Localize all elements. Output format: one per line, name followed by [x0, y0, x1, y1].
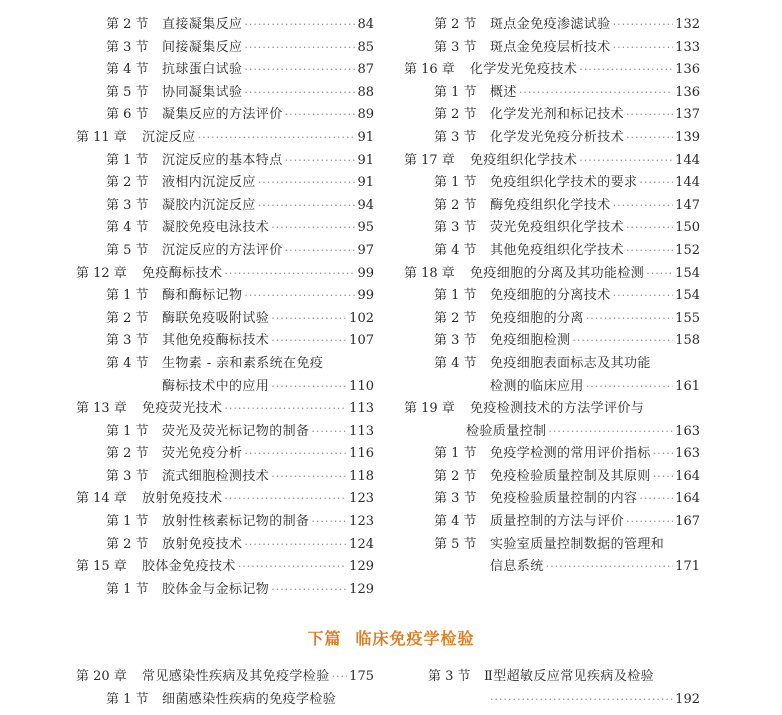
toc-section-entry[interactable] — [76, 421, 374, 444]
toc-section-entry[interactable] — [76, 579, 374, 602]
page-number: 129 — [349, 559, 374, 575]
page-number: 163 — [675, 446, 700, 462]
toc-section-entry[interactable] — [76, 195, 374, 218]
toc-section-entry[interactable] — [76, 217, 374, 240]
section-number: 第 4 节 — [434, 514, 477, 530]
leader-dots — [626, 240, 673, 263]
part-heading — [0, 626, 782, 649]
page-number: 107 — [349, 333, 374, 349]
toc-chapter-entry[interactable] — [76, 666, 374, 689]
chapter-title: 常见感染性疾病及其免疫学检验 — [142, 669, 330, 684]
section-number: 第 5 节 — [106, 84, 149, 100]
toc-section-entry[interactable] — [404, 217, 700, 240]
section-number: 第 4 节 — [434, 242, 477, 258]
toc-section-entry[interactable] — [76, 534, 374, 557]
leader-dots — [271, 217, 355, 240]
section-title: 流式细胞检测技术 — [162, 468, 270, 484]
toc-chapter-entry[interactable] — [404, 59, 700, 82]
section-title: 沉淀反应的方法评价 — [162, 242, 283, 258]
page-number: 94 — [357, 197, 374, 213]
page-number: 95 — [357, 220, 374, 236]
page-number: 97 — [357, 242, 374, 258]
page-number: 116 — [349, 446, 374, 462]
toc-section-entry[interactable] — [76, 511, 374, 534]
toc-section-entry[interactable] — [404, 172, 700, 195]
section-number: 第 2 节 — [106, 310, 149, 326]
leader-dots — [271, 466, 347, 489]
section-title: 抗球蛋白试验 — [162, 62, 243, 78]
leader-dots — [224, 263, 355, 286]
section-number: 第 3 节 — [106, 468, 149, 484]
leader-dots — [653, 443, 673, 466]
page-number: 171 — [675, 559, 700, 575]
page-number: 175 — [349, 669, 374, 684]
leader-dots — [626, 217, 673, 240]
part-title-text: 临床免疫学检验 — [355, 629, 475, 648]
toc-section-entry[interactable] — [404, 308, 700, 331]
section-title: 酶联免疫吸附试验 — [162, 310, 270, 326]
section-title: 化学发光免疫分析技术 — [490, 129, 625, 145]
section-title: 放射性核素标记物的制备 — [162, 514, 310, 530]
section-number: 第 1 节 — [106, 152, 149, 168]
section-number: 第 1 节 — [106, 423, 149, 439]
section-title: 斑点金免疫渗滤试验 — [490, 17, 611, 32]
page-number: 124 — [349, 536, 374, 552]
chapter-number: 第 15 章 — [76, 559, 127, 575]
section-number: 第 2 节 — [106, 175, 149, 191]
section-title: Ⅱ型超敏反应常见疾病及检验 — [484, 669, 655, 684]
toc-section-entry[interactable] — [76, 285, 374, 308]
toc-section-entry[interactable] — [76, 82, 374, 105]
leader-dots — [244, 82, 355, 105]
page-number: 147 — [675, 197, 700, 213]
page-number: 85 — [357, 39, 374, 55]
leader-dots — [244, 285, 355, 308]
toc-section-entry[interactable] — [404, 443, 700, 466]
page-number: 89 — [357, 107, 374, 123]
chapter-title: 免疫酶标技术 — [142, 265, 223, 281]
section-title: 凝胶内沉淀反应 — [162, 197, 256, 213]
leader-dots — [244, 14, 355, 37]
toc-left-column — [76, 14, 374, 601]
page-number: 132 — [675, 17, 700, 32]
page-number: 113 — [349, 401, 374, 417]
leader-dots — [613, 195, 674, 218]
section-number: 第 2 节 — [106, 536, 149, 552]
chapter-title: 免疫组织化学技术 — [470, 152, 578, 168]
chapter-title: 沉淀反应 — [142, 129, 196, 145]
leader-dots — [613, 285, 674, 308]
section-title: 其他免疫酶标技术 — [162, 333, 270, 349]
page-number: 91 — [357, 129, 374, 145]
toc-chapter-entry[interactable] — [404, 150, 700, 173]
section-number: 第 3 节 — [434, 491, 477, 507]
toc-section-entry[interactable] — [76, 37, 374, 60]
toc-section-entry[interactable] — [76, 104, 374, 127]
leader-dots — [271, 376, 347, 399]
leader-dots — [271, 308, 347, 331]
section-title: 酶免疫组织化学技术 — [490, 197, 611, 213]
toc-chapter-entry[interactable] — [76, 263, 374, 286]
page-number: 99 — [357, 265, 374, 281]
page-number: 167 — [675, 514, 700, 530]
page-number: 154 — [675, 288, 700, 304]
chapter-title: 免疫荧光技术 — [142, 401, 223, 417]
section-title: 免疫细胞检测 — [490, 333, 571, 349]
toc-section-entry[interactable] — [76, 240, 374, 263]
leader-dots — [626, 127, 673, 150]
toc-section-entry[interactable] — [404, 82, 700, 105]
section-title: 放射免疫技术 — [162, 536, 243, 552]
section-number: 第 3 节 — [106, 333, 149, 349]
toc-section-entry[interactable] — [404, 37, 700, 60]
toc-right-column — [404, 14, 700, 579]
section-title: 免疫检验质量控制及其原则 — [490, 468, 651, 484]
section-number: 第 3 节 — [434, 333, 477, 349]
page-number: 154 — [675, 265, 700, 281]
section-title: 化学发光剂和标记技术 — [490, 107, 625, 123]
toc-section-entry[interactable] — [404, 488, 700, 511]
toc-bottom-right — [428, 666, 700, 711]
section-number: 第 3 节 — [106, 197, 149, 213]
leader-dots — [244, 443, 347, 466]
toc-section-entry[interactable] — [404, 511, 700, 534]
toc-section-entry[interactable] — [76, 466, 374, 489]
leader-dots — [639, 488, 673, 511]
leader-dots — [519, 82, 673, 105]
page-number: 110 — [349, 378, 374, 394]
leader-dots — [646, 263, 673, 286]
toc-section-entry[interactable] — [76, 330, 374, 353]
section-number: 第 5 节 — [434, 536, 477, 552]
section-number: 第 4 节 — [106, 62, 149, 78]
chapter-number: 第 19 章 — [404, 401, 455, 417]
page-number: 136 — [675, 62, 700, 78]
toc-section-entry[interactable] — [404, 104, 700, 127]
section-number: 第 3 节 — [106, 39, 149, 55]
toc-section-entry[interactable] — [404, 127, 700, 150]
section-title: 免疫细胞的分离 — [490, 310, 584, 326]
leader-dots — [572, 330, 673, 353]
leader-dots — [198, 127, 356, 150]
page-number: 123 — [349, 491, 374, 507]
leader-dots — [238, 556, 347, 579]
section-number: 第 2 节 — [434, 468, 477, 484]
leader-dots — [224, 488, 347, 511]
page-number: 158 — [675, 333, 700, 349]
leader-dots — [579, 59, 673, 82]
section-title: 直接凝集反应 — [162, 17, 243, 32]
section-title: 胶体金与金标记物 — [162, 581, 270, 597]
toc-section-entry[interactable] — [404, 285, 700, 308]
section-number: 第 1 节 — [434, 288, 477, 304]
page-number: 155 — [675, 310, 700, 326]
section-title: 生物素 - 亲和素系统在免疫 — [162, 355, 324, 371]
toc-chapter-entry[interactable] — [76, 398, 374, 421]
leader-dots — [285, 104, 356, 127]
chapter-number: 第 20 章 — [76, 669, 127, 684]
section-number: 第 3 节 — [428, 669, 471, 684]
chapter-number: 第 17 章 — [404, 152, 455, 168]
toc-continuation-line — [404, 421, 700, 444]
section-title: 凝集反应的方法评价 — [162, 107, 283, 123]
section-number: 第 3 节 — [434, 129, 477, 145]
section-number: 第 1 节 — [106, 288, 149, 304]
entry-title-continued: 酶标技术中的应用 — [162, 378, 270, 394]
page-number: 144 — [675, 152, 700, 168]
chapter-title: 胶体金免疫技术 — [142, 559, 236, 575]
section-title: 斑点金免疫层析技术 — [490, 39, 611, 55]
page-number: 152 — [675, 242, 700, 258]
leader-dots — [586, 308, 673, 331]
toc-section-entry[interactable] — [404, 14, 700, 37]
page-number: 164 — [675, 468, 700, 484]
toc-chapter-entry[interactable] — [404, 398, 700, 421]
entry-title-continued: 检验质量控制 — [466, 423, 547, 439]
leader-dots — [244, 534, 347, 557]
page-number: 123 — [349, 514, 374, 530]
toc-chapter-entry[interactable] — [76, 556, 374, 579]
section-title: 免疫细胞表面标志及其功能 — [490, 355, 651, 371]
leader-dots — [244, 59, 355, 82]
toc-section-entry[interactable] — [428, 666, 700, 689]
entry-title-continued: 信息系统 — [490, 559, 544, 575]
section-number: 第 1 节 — [434, 446, 477, 462]
toc-section-entry[interactable] — [76, 150, 374, 173]
section-number: 第 2 节 — [434, 197, 477, 213]
section-number: 第 4 节 — [106, 220, 149, 236]
section-number: 第 2 节 — [106, 446, 149, 462]
toc-section-entry[interactable] — [76, 172, 374, 195]
section-title: 荧光及荧光标记物的制备 — [162, 423, 310, 439]
section-title: 荧光免疫分析 — [162, 446, 243, 462]
page-number: 91 — [357, 175, 374, 191]
section-number: 第 1 节 — [106, 581, 149, 597]
toc-section-entry[interactable] — [76, 59, 374, 82]
section-number: 第 5 节 — [106, 242, 149, 258]
page-number: 150 — [675, 220, 700, 236]
leader-dots — [586, 376, 673, 399]
toc-continuation-line — [76, 376, 374, 399]
toc-section-entry[interactable] — [76, 14, 374, 37]
leader-dots — [271, 330, 347, 353]
leader-dots — [224, 398, 347, 421]
section-title: 实验室质量控制数据的管理和 — [490, 536, 665, 552]
leader-dots — [258, 195, 356, 218]
leader-dots — [653, 466, 673, 489]
page-number: 91 — [357, 152, 374, 168]
section-number: 第 4 节 — [106, 355, 149, 371]
section-number: 第 2 节 — [106, 17, 149, 32]
toc-continuation-line — [404, 556, 700, 579]
section-title: 免疫组织化学技术的要求 — [490, 175, 638, 191]
section-title: 其他免疫组织化学技术 — [490, 242, 625, 258]
section-number: 第 2 节 — [434, 107, 477, 123]
toc-section-entry[interactable] — [404, 195, 700, 218]
page-number: 99 — [357, 288, 374, 304]
toc-section-entry[interactable] — [76, 353, 374, 376]
section-number: 第 2 节 — [434, 17, 477, 32]
section-number: 第 1 节 — [434, 175, 477, 191]
page-number: 161 — [675, 378, 700, 394]
page-number: 87 — [357, 62, 374, 78]
chapter-number: 第 14 章 — [76, 491, 127, 507]
section-title: 酶和酶标记物 — [162, 288, 243, 304]
page-number: 113 — [349, 423, 374, 439]
toc-section-entry[interactable] — [404, 353, 700, 376]
chapter-title: 放射免疫技术 — [142, 491, 223, 507]
leader-dots — [271, 579, 347, 602]
page-number: 137 — [675, 107, 700, 123]
page-number: 163 — [675, 423, 700, 439]
section-title: 协同凝集试验 — [162, 84, 243, 100]
entry-title-continued: 检测的临床应用 — [490, 378, 584, 394]
leader-dots — [244, 37, 355, 60]
page-number: 118 — [349, 468, 374, 484]
leader-dots — [332, 666, 348, 689]
leader-dots — [546, 556, 674, 579]
section-title: 凝胶免疫电泳技术 — [162, 220, 270, 236]
page-number: 164 — [675, 491, 700, 507]
page-number: 139 — [675, 129, 700, 145]
toc-section-entry[interactable] — [76, 308, 374, 331]
toc-section-entry[interactable] — [404, 330, 700, 353]
toc-continuation-line — [404, 376, 700, 399]
page-number: 88 — [357, 84, 374, 100]
toc-chapter-entry[interactable] — [76, 127, 374, 150]
leader-dots — [613, 37, 674, 60]
section-title: 免疫细胞的分离技术 — [490, 288, 611, 304]
leader-dots — [285, 150, 356, 173]
section-title: 细菌感染性疾病的免疫学检验 — [162, 691, 337, 707]
section-number: 第 1 节 — [434, 84, 477, 100]
chapter-number: 第 12 章 — [76, 265, 127, 281]
leader-dots — [311, 421, 347, 444]
leader-dots — [639, 172, 673, 195]
page-number: 102 — [349, 310, 374, 326]
section-number: 第 3 节 — [434, 39, 477, 55]
chapter-title: 化学发光免疫技术 — [470, 62, 578, 78]
toc-section-entry[interactable] — [404, 534, 700, 557]
page-number: 133 — [675, 39, 700, 55]
leader-dots — [258, 172, 356, 195]
leader-dots — [285, 240, 356, 263]
section-title: 质量控制的方法与评价 — [490, 514, 625, 530]
chapter-number: 第 11 章 — [76, 129, 127, 145]
toc-chapter-entry[interactable] — [76, 488, 374, 511]
chapter-number: 第 18 章 — [404, 265, 455, 281]
toc-section-entry[interactable] — [404, 466, 700, 489]
section-number: 第 4 节 — [434, 355, 477, 371]
section-number: 第 6 节 — [106, 107, 149, 123]
page-number: 144 — [675, 175, 700, 191]
part-label: 下篇 — [307, 629, 342, 648]
section-title: 荧光免疫组织化学技术 — [490, 220, 625, 236]
section-title: 液相内沉淀反应 — [162, 175, 256, 191]
page-number: 192 — [675, 691, 700, 707]
page-number: 129 — [349, 581, 374, 597]
leader-dots — [311, 511, 347, 534]
chapter-title: 免疫检测技术的方法学评价与 — [470, 401, 645, 417]
toc-continuation-line — [428, 689, 700, 712]
leader-dots — [490, 689, 673, 712]
section-title: 免疫检验质量控制的内容 — [490, 491, 638, 507]
leader-dots — [626, 511, 673, 534]
page-number: 84 — [357, 17, 374, 32]
section-number: 第 1 节 — [106, 514, 149, 530]
toc-chapter-entry[interactable] — [404, 263, 700, 286]
chapter-number: 第 16 章 — [404, 62, 455, 78]
section-number: 第 3 节 — [434, 220, 477, 236]
section-title: 免疫学检测的常用评价指标 — [490, 446, 651, 462]
section-number: 第 1 节 — [106, 691, 149, 707]
leader-dots — [548, 421, 673, 444]
toc-section-entry[interactable] — [404, 240, 700, 263]
chapter-number: 第 13 章 — [76, 401, 127, 417]
toc-section-entry[interactable] — [76, 443, 374, 466]
leader-dots — [579, 150, 673, 173]
section-title: 概述 — [490, 84, 517, 100]
leader-dots — [626, 104, 673, 127]
section-number: 第 2 节 — [434, 310, 477, 326]
page-number: 136 — [675, 84, 700, 100]
section-title: 沉淀反应的基本特点 — [162, 152, 283, 168]
section-title: 间接凝集反应 — [162, 39, 243, 55]
leader-dots — [613, 14, 674, 37]
toc-section-entry[interactable] — [76, 689, 374, 712]
chapter-title: 免疫细胞的分离及其功能检测 — [470, 265, 645, 281]
toc-bottom-left — [76, 666, 374, 711]
